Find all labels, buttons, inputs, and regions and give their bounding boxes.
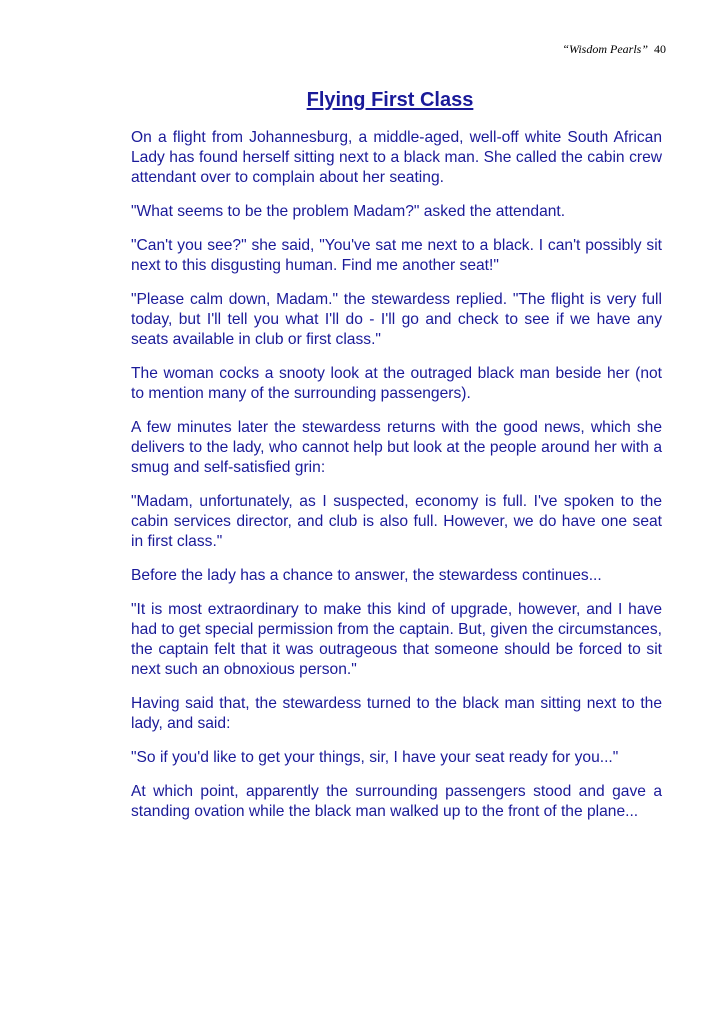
paragraph: "It is most extraordinary to make this kind of upgrade, however, and I have had to get special permission from the captain. But, given the circumstances, the captain felt that it was outrageous that someone should be forced to sit next such an obnoxious person." xyxy=(131,601,662,678)
paragraph: On a flight from Johannesburg, a middle-aged, well-off white South African Lady has found herself sitting next to a black man. She called the cabin crew attendant over to complain about her seating. xyxy=(131,129,662,186)
paragraph: Having said that, the stewardess turned to the black man sitting next to the lady, and said: xyxy=(131,695,662,732)
publication-name: “Wisdom Pearls” xyxy=(562,42,648,56)
article-title: Flying First Class xyxy=(306,89,474,111)
article-body xyxy=(131,128,662,836)
paragraph: A few minutes later the stewardess returns with the good news, which she delivers to the lady, who cannot help but look at the people around her with a smug and self-satisfied grin: xyxy=(131,419,662,476)
paragraph: At which point, apparently the surrounding passengers stood and gave a standing ovation while the black man walked up to the front of the plane... xyxy=(131,783,662,820)
paragraph: "Madam, unfortunately, as I suspected, economy is full. I've spoken to the cabin services director, and club is also full. However, we do have one seat in first class." xyxy=(131,493,662,550)
paragraph: The woman cocks a snooty look at the outraged black man beside her (not to mention many of the surrounding passengers). xyxy=(131,365,662,402)
paragraph: "What seems to be the problem Madam?" asked the attendant. xyxy=(131,203,566,220)
paragraph: "So if you'd like to get your things, sir, I have your seat ready for you..." xyxy=(131,749,619,766)
running-header xyxy=(562,42,666,57)
paragraph: Before the lady has a chance to answer, the stewardess continues... xyxy=(131,567,602,584)
page-number: 40 xyxy=(654,42,666,56)
paragraph: "Can't you see?" she said, "You've sat me next to a black. I can't possibly sit next to this disgusting human. Find me another seat!" xyxy=(131,237,662,274)
paragraph: "Please calm down, Madam." the stewardess replied. "The flight is very full today, but I'll tell you what I'll do - I'll go and check to see if we have any seats available in club or first class." xyxy=(131,291,662,348)
